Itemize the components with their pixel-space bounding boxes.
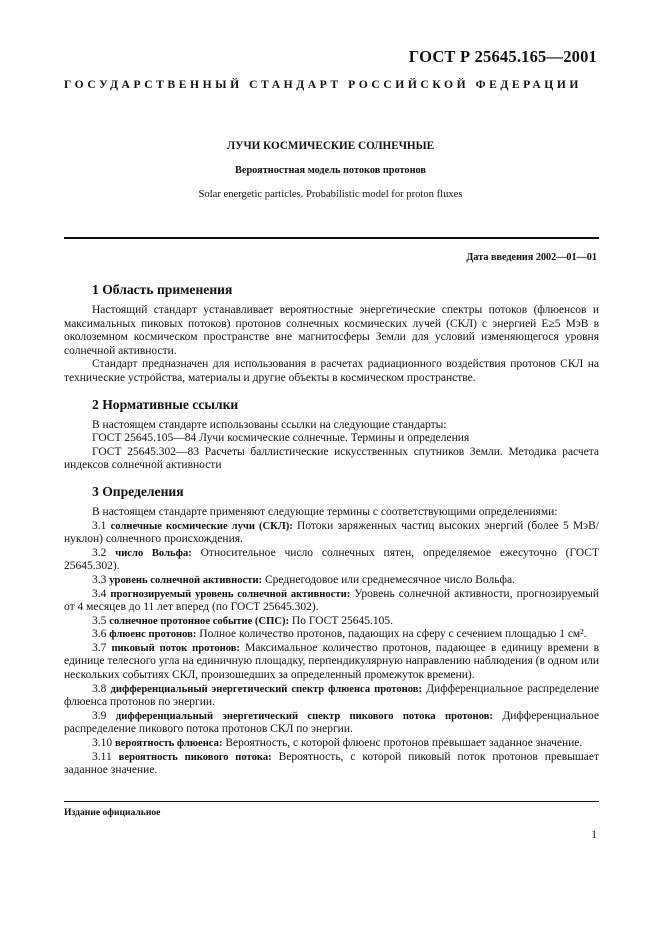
section-heading: 3 Определения — [92, 483, 184, 499]
definition-text: По ГОСТ 25645.105. — [291, 614, 393, 627]
definition-term: дифференциальный энергетический спектр флюенса протонов: — [110, 683, 423, 695]
definition-term: пиковый поток протонов: — [111, 642, 241, 654]
definition-text: Уровень солнечной активности, прогнозируемый от 4 месяцев до 11 лет вперед (по ГОСТ 25645.302). — [64, 587, 600, 614]
definition-item — [64, 737, 599, 751]
definition-item — [64, 574, 599, 588]
definition-number: 3.4 — [92, 587, 107, 600]
paragraph: Настоящий стандарт устанавливает вероятностные энергетические спектры потоков (флюенсов и максимальных пиковых потоков) протонов солнечных космических лучей (СКЛ) с энергией E≥5 МэВ в околоземном космическом пространстве вне магнитосферы Земли для условий изменяющегося уровня солнечной активности. — [64, 304, 599, 357]
definition-term: число Вольфа: — [115, 547, 192, 559]
section-heading: 2 Нормативные ссылки — [92, 396, 239, 412]
reference-item: ГОСТ 25645.302—83 Расчеты баллистические искусственных спутников Земли. Методика расчета индексов солнечной активности — [64, 445, 599, 472]
definition-item — [64, 615, 599, 629]
definition-term: вероятность пикового потока: — [118, 751, 272, 763]
definition-number: 3.9 — [92, 709, 107, 722]
definition-item — [64, 588, 599, 615]
definition-number: 3.3 — [92, 573, 107, 586]
edition-label: Издание официальное — [64, 807, 161, 818]
footer-divider — [64, 801, 599, 802]
definition-number: 3.10 — [92, 737, 113, 750]
document-title: ЛУЧИ КОСМИЧЕСКИЕ СОЛНЕЧНЫЕ — [226, 140, 435, 152]
definition-item — [64, 520, 599, 547]
document-subtitle: Вероятностная модель потоков протонов — [235, 165, 426, 176]
page-number: 1 — [591, 829, 597, 841]
paragraph: В настоящем стандарте применяют следующие термины с соответствующими определениями: — [92, 505, 558, 518]
definition-item — [64, 547, 599, 574]
definition-item — [64, 683, 599, 710]
paragraph: Стандарт предназначен для использования в расчетах радиационного воздействия протонов СКЛ на технические устройства, материалы и другие объекты в космическом пространстве. — [64, 358, 599, 384]
definition-number: 3.2 — [92, 546, 107, 559]
definition-number: 3.7 — [92, 641, 107, 654]
definition-term: прогнозируемый уровень солнечной активности: — [110, 588, 351, 600]
section-scope — [64, 282, 599, 386]
definition-text: Вероятность, с которой флюенс протонов превышает заданное значение. — [225, 737, 583, 750]
definition-term: солнечное протонное событие (СПС): — [109, 615, 290, 627]
definition-number: 3.6 — [92, 628, 107, 641]
definition-term: дифференциальный энергетический спектр пикового потока протонов: — [115, 710, 493, 722]
definition-term: флюенс протонов: — [109, 629, 197, 641]
definition-number: 3.8 — [92, 682, 107, 695]
definition-term: солнечные космические лучи (СКЛ): — [110, 520, 293, 532]
gost-id: ГОСТ Р 25645.165—2001 — [408, 47, 597, 66]
definition-text: Дифференциальное распределение пикового потока протонов СКЛ по энергии. — [64, 709, 600, 736]
section-definitions — [64, 484, 599, 778]
definition-text: Потоки заряженных частиц высоких энергий (более 5 МэВ/нуклон) солнечного происхождения. — [64, 519, 599, 546]
section-heading: 1 Область применения — [92, 282, 233, 297]
definition-term: вероятность флюенса: — [115, 738, 223, 750]
paragraph: В настоящем стандарте использованы ссылки на следующие стандарты: — [92, 418, 447, 431]
definition-number: 3.1 — [92, 519, 107, 532]
introduction-date: Дата введения 2002—01—01 — [466, 252, 597, 263]
reference-item: ГОСТ 25645.105—84 Лучи космические солнечные. Термины и определения — [92, 432, 470, 445]
definition-text: Максимальное количество протонов, падающее в единицу времени в единице телесного угла на единичную площадку, перпендикулярную направлению наблюдения (в одном или нескольких событиях СКЛ, произошедших за определенный промежуток времени). — [64, 641, 600, 682]
definition-text: Среднегодовое или среднемесячное число Вольфа. — [264, 573, 515, 586]
definition-number: 3.5 — [92, 614, 107, 627]
english-title: Solar energetic particles. Probabilistic model for proton fluxes — [198, 189, 463, 200]
definition-text: Относительное число солнечных пятен, определяемое ежесуточно (ГОСТ 25645.302). — [64, 546, 599, 573]
title-divider — [64, 237, 599, 239]
definition-number: 3.11 — [92, 750, 112, 763]
document-body — [64, 282, 599, 789]
definition-item — [64, 751, 599, 778]
section-normative-references — [64, 397, 599, 473]
definition-text: Вероятность, с которой пиковый поток протонов превышает заданное значение. — [64, 750, 600, 777]
definition-term: уровень солнечной активности: — [109, 574, 263, 586]
definition-item — [64, 642, 599, 683]
definition-item — [64, 710, 599, 737]
state-standard-heading: ГОСУДАРСТВЕННЫЙ СТАНДАРТ РОССИЙСКОЙ ФЕДЕРАЦИИ — [64, 78, 582, 91]
definition-item — [64, 628, 599, 642]
definition-text: Дифференциальное распределение флюенса протонов по энергии. — [64, 682, 599, 709]
definition-text: Полное количество протонов, падающих на сферу с сечением площадью 1 см². — [199, 628, 587, 641]
